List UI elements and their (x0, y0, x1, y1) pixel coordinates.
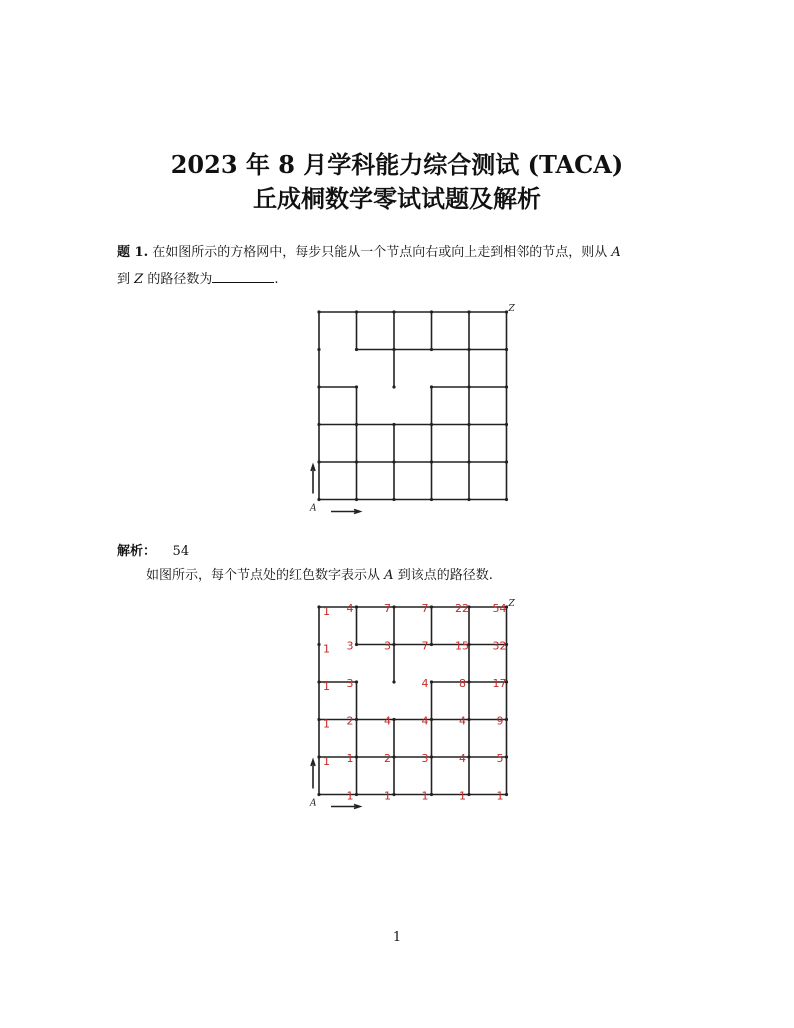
explanation-var-a: A (384, 568, 394, 583)
grid-node (467, 793, 470, 796)
end-label: Z (508, 599, 515, 609)
node-count-label: 1 (459, 789, 466, 803)
question-var-a: A (611, 245, 621, 260)
question-text-line2-suffix: 的路径数为 (147, 272, 213, 287)
node-count-label: 3 (384, 639, 391, 653)
grid-node (392, 680, 395, 683)
grid-node (392, 718, 395, 721)
node-count-label: 1 (323, 605, 330, 618)
node-count-label: 3 (346, 639, 354, 653)
grid-node (430, 718, 433, 721)
question-end-period: . (274, 272, 279, 287)
question-var-z: Z (134, 272, 144, 287)
node-count-label: 15 (455, 639, 469, 653)
node-count-label: 1 (346, 789, 354, 803)
node-count-label: 17 (492, 677, 507, 690)
grid-node (392, 643, 395, 646)
grid-node (355, 680, 358, 683)
grid-node (467, 755, 470, 758)
question-text-line2-prefix: 到 (117, 272, 131, 287)
node-count-label: 2 (384, 752, 391, 765)
node-count-label: 5 (496, 752, 504, 765)
explanation-prefix: 如图所示，每个节点处的红色数字表示从 (146, 568, 381, 583)
question-label: 题 1. (117, 245, 149, 260)
grid-node (392, 793, 395, 796)
grid-node (317, 680, 320, 683)
answer-label: 解析： (117, 544, 157, 559)
explanation-suffix: 到该点的路径数. (397, 568, 493, 583)
node-count-label: 7 (421, 602, 429, 615)
grid-node (355, 605, 358, 608)
node-count-label: 1 (323, 680, 330, 693)
node-count-label: 54 (492, 602, 507, 615)
grid-node (430, 793, 433, 796)
grid-node (317, 793, 320, 796)
node-count-label: 4 (384, 714, 391, 728)
grid-node (467, 680, 470, 683)
answer-value: 54 (172, 544, 190, 559)
start-label: A (310, 798, 317, 809)
grid-node (355, 643, 358, 646)
node-count-label: 8 (459, 677, 466, 690)
grid-node (355, 755, 358, 758)
grid-node (392, 605, 395, 608)
grid-node (317, 718, 320, 721)
end-label: Z (508, 304, 515, 314)
grid-node (505, 755, 508, 758)
grid-node (505, 718, 508, 721)
node-count-label: 22 (455, 602, 469, 615)
node-count-label: 7 (384, 602, 391, 615)
document-title-line2: 丘成桐数学零试试题及解析 (253, 184, 541, 213)
page-number: 1 (392, 930, 402, 945)
node-count-label: 4 (421, 677, 429, 690)
question-text-line1: 在如图所示的方格网中，每步只能从一个节点向右或向上走到相邻的节点，则从 (152, 245, 608, 260)
node-count-label: 1 (346, 752, 354, 765)
node-count-label: 3 (346, 677, 354, 690)
grid-node (430, 755, 433, 758)
grid-node (355, 718, 358, 721)
grid-node (430, 643, 433, 646)
node-count-label: 1 (384, 789, 391, 803)
grid-node (467, 718, 470, 721)
start-label: A (310, 503, 317, 514)
node-count-label: 1 (323, 642, 330, 656)
node-count-label: 1 (496, 789, 504, 803)
grid-node (392, 755, 395, 758)
grid-node (430, 680, 433, 683)
grid-node (317, 605, 320, 608)
node-count-label: 9 (496, 714, 504, 728)
grid-node (317, 755, 320, 758)
node-count-label: 1 (323, 755, 330, 768)
node-count-label: 2 (346, 714, 354, 728)
document-title-line1: 2023 年 8 月学科能力综合测试 (TACA) (170, 150, 624, 179)
grid-node (317, 643, 320, 646)
node-count-label: 4 (346, 602, 354, 615)
grid-node (505, 793, 508, 796)
node-count-label: 4 (459, 714, 466, 728)
grid-node (430, 605, 433, 608)
grid-node (355, 793, 358, 796)
node-count-label: 1 (323, 717, 330, 731)
node-count-label: 4 (421, 714, 429, 728)
node-count-label: 1 (421, 789, 429, 803)
node-count-label: 7 (421, 639, 429, 653)
node-count-label: 3 (421, 752, 429, 765)
grid-lines (317, 605, 508, 796)
node-count-label: 4 (459, 752, 466, 765)
node-count-label: 32 (492, 639, 507, 653)
